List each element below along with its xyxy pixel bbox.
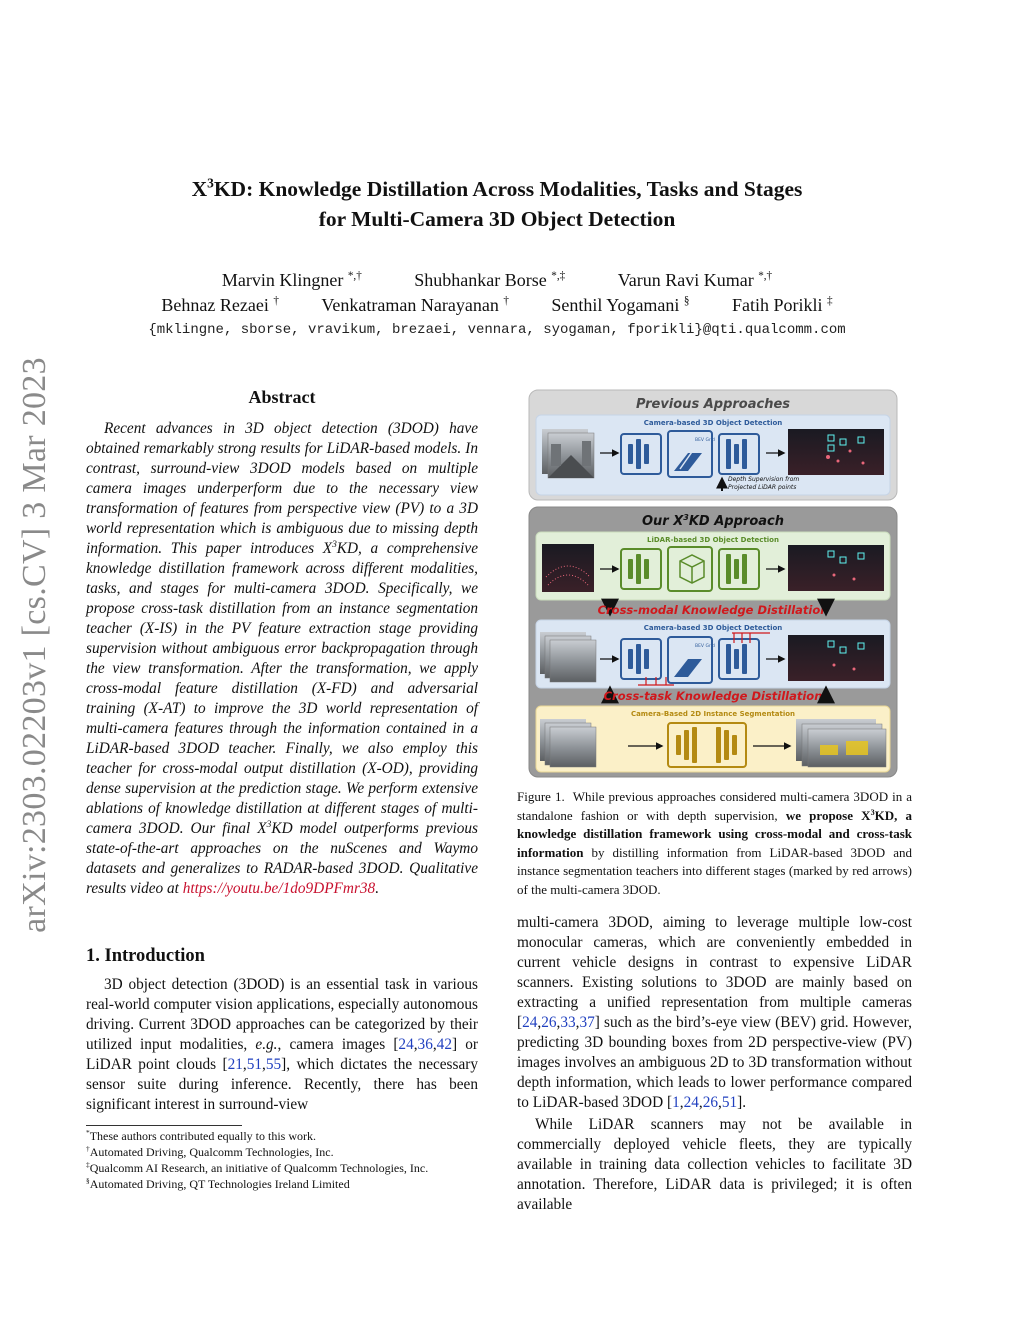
author: Varun Ravi Kumar *,†	[617, 269, 773, 290]
arxiv-id: arXiv:2303.02203v1 [cs.CV] 3 Mar 2023	[16, 357, 53, 933]
right-column-text	[517, 913, 912, 1215]
footnotes	[86, 1128, 486, 1192]
abstract-heading: Abstract	[248, 387, 316, 407]
paper-title	[90, 174, 904, 234]
citation[interactable]: 24	[683, 1094, 699, 1111]
lidar-3dod-label: LiDAR-based 3D Object Detection	[647, 536, 779, 544]
citation[interactable]: 55	[265, 1056, 282, 1073]
title-line2: for Multi-Camera 3D Object Detection	[318, 207, 676, 231]
video-link[interactable]: https://youtu.be/1do9DPFmr38	[182, 880, 376, 897]
footnote: *These authors contributed equally to this work.	[86, 1128, 317, 1143]
depth-supervision-label: Depth Supervision from	[728, 476, 800, 483]
author: Senthil Yogamani §	[551, 294, 690, 315]
footnote-divider	[86, 1125, 242, 1126]
camera-image-icon	[542, 429, 594, 478]
camera-3dod-label: Camera-based 3D Object Detection	[643, 419, 783, 427]
lidar-detection-output-image	[788, 545, 884, 591]
paragraph: multi-camera 3DOD, aiming to leverage multiple low-cost monocular cameras, which are conveniently embedded in current vehicle designs in contrast to expensive LiDAR scanners. Existing solutions to 3DOD are mainly based on extracting a unified representation from multiple cameras [24,26,33,37] such as the bird’s-eye view (BEV) grid. However, predicting 3D bounding boxes from 2D perspective-view (PV) images involves an ambiguous 2D to 3D transformation without depth information, which leads to lower performance compared to LiDAR-based 3DOD [1,24,26,51].	[517, 914, 912, 1111]
paragraph: While LiDAR scanners may not be available in commercially deployed vehicle fleets, they are typically available in training data collection vehicles to facilitate 3D annotation. Therefore, LiDAR data is privileged; it is often available	[517, 1116, 912, 1213]
segmentation-output-images	[796, 719, 886, 767]
citation[interactable]: 37	[579, 1014, 595, 1031]
author-emails[interactable]: {mklingne, sborse, vravikum, brezaei, vennara, syogaman, fporikli}@qti.qualcomm.com	[148, 322, 846, 338]
previous-approaches-panel	[529, 390, 897, 500]
author: Marvin Klingner *,†	[221, 269, 362, 290]
author: Behnaz Rezaei †	[161, 294, 279, 315]
footnote: ‡Qualcomm AI Research, an initiative of Qualcomm Technologies, Inc.	[86, 1160, 429, 1175]
abstract-body: Recent advances in 3D object detection (3DOD) have obtained remarkably strong results for LiDAR-based models. In contrast, surround-view 3DOD models based on multiple camera images underperform due to the necessary view transformation of features from perspective view (PV) to a 3D world representation which is ambiguous due to missing depth information. This paper introduces $X^3KD$, a comprehensive knowledge distillation framework across different modalities, tasks, and stages for multi-camera 3DOD. Specifically, we propose cross-task distillation from an instance segmentation teacher (X-IS) in the PV feature extraction stage providing supervision without ambiguous error backpropagation through the view transformation. After the transformation, we apply cross-modal feature distillation (X-FD) and adversarial training (X-AT) to improve the 3D world representation of multi-camera features through the information contained in a LiDAR-based 3DOD teacher. Finally, we also employ this teacher for cross-modal output distillation (X-OD), providing dense supervision at the prediction stage. We perform extensive ablations of knowledge distillation at different stages of multi-camera 3DOD. Our final $X^3KD$ model outperforms previous state-of-the-art approaches on the nuScenes and Waymo datasets and generalizes to RADAR-based 3DOD. Qualitative results video at https://youtu.be/1do9DPFmr38.	[86, 420, 478, 897]
multi-camera-images	[540, 632, 596, 682]
citation[interactable]: 26	[702, 1094, 718, 1111]
author: Shubhankar Borse *,‡	[414, 269, 566, 290]
lidar-pointcloud-image	[542, 544, 594, 592]
svg-text:BEV Grid: BEV Grid	[695, 644, 715, 649]
author: Fatih Porikli ‡	[732, 294, 833, 315]
authors-row-1	[90, 270, 904, 291]
cross-modal-label: Cross-modal Knowledge Distillation	[597, 603, 829, 617]
citation[interactable]: 33	[560, 1014, 576, 1031]
camera-3dod-label-2: Camera-based 3D Object Detection	[643, 624, 783, 632]
camera-detection-output-image	[788, 635, 884, 681]
citation[interactable]: 36	[417, 1036, 433, 1053]
our-approach-panel	[529, 507, 897, 777]
svg-text:BEV Grid: BEV Grid	[695, 438, 715, 443]
title-sup: 3	[207, 175, 214, 191]
citation[interactable]: 24	[398, 1036, 414, 1053]
title-line1: KD: Knowledge Distillation Across Modalities, Tasks and Stages	[213, 177, 803, 201]
figure-caption: Figure 1. While previous approaches considered multi-camera 3DOD in a standalone fashion or with depth supervision, we propose $X^3KD$, a knowledge distillation framework using cross-modal and cross-task information by distilling information from LiDAR-based 3DOD and instance segmentation teachers into different stages (marked by red arrows) of the multi-camera 3DOD.	[517, 789, 913, 897]
camera-2d-seg-label: Camera-Based 2D Instance Segmentation	[630, 710, 796, 718]
depth-supervision-label: Projected LiDAR points	[728, 484, 797, 491]
citation[interactable]: 51	[246, 1056, 263, 1073]
arxiv-stamp	[12, 355, 58, 935]
footnote: †Automated Driving, Qualcomm Technologies, Inc.	[86, 1144, 334, 1159]
title-prefix: X	[191, 177, 208, 201]
intro-paragraph: 3D object detection (3DOD) is an essential task in various real-world computer vision applications, especially autonomous driving. Current 3DOD approaches can be categorized by their utilized input modalities, e.g., camera images [24,36,42] or LiDAR point clouds [21,51,55], which dictates the necessary sensor suite during inference. Recently, there has been significant interest in surround-view	[86, 976, 478, 1113]
section-heading-introduction: 1. Introduction	[86, 946, 205, 966]
our-approach-title: Our $X^3KD$ Approach	[642, 513, 784, 529]
segmentation-input-images	[540, 719, 596, 767]
authors-row-2	[90, 295, 904, 316]
cross-task-label: Cross-task Knowledge Distillation	[603, 689, 823, 703]
citation[interactable]: 42	[436, 1036, 452, 1053]
footnote: §Automated Driving, QT Technologies Ireland Limited	[86, 1176, 350, 1191]
figure-1	[528, 389, 898, 779]
detection-output-image	[788, 429, 884, 475]
citation[interactable]: 21	[227, 1056, 243, 1073]
citation[interactable]: 51	[721, 1094, 738, 1111]
citation[interactable]: 26	[541, 1014, 557, 1031]
citation[interactable]: 1	[672, 1094, 680, 1111]
citation[interactable]: 24	[522, 1014, 538, 1031]
previous-approaches-title: Previous Approaches	[635, 397, 791, 412]
author: Venkatraman Narayanan †	[321, 294, 509, 315]
